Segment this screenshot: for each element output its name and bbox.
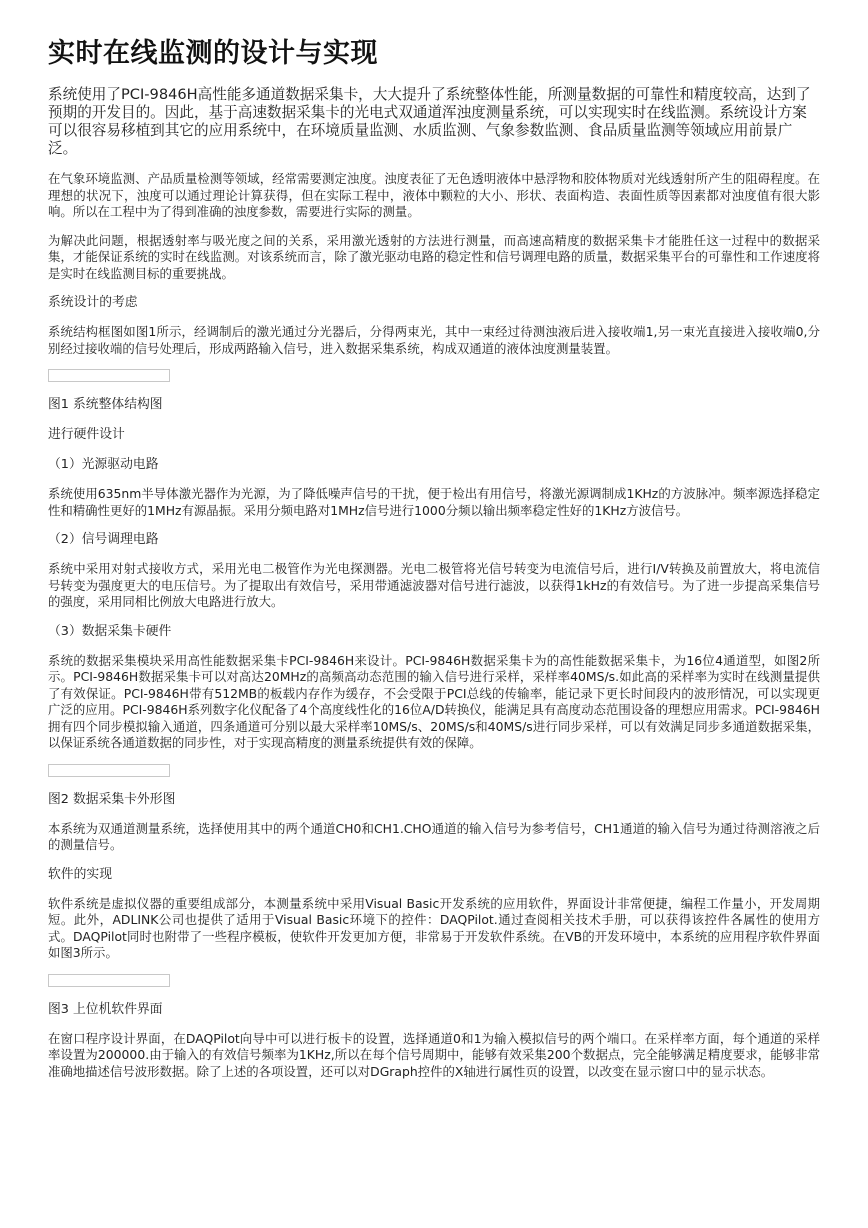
page-title: 实时在线监测的设计与实现 xyxy=(48,38,378,69)
subsection-heading-daq-hardware: （3）数据采集卡硬件 xyxy=(48,623,172,639)
lead-paragraph: 系统使用了PCI-9846H高性能多通道数据采集卡，大大提升了系统整体性能，所测量数据的可靠性和精度较高，达到了预期的开发目的。因此，基于高速数据采集卡的光电式双通道浑浊度测量系统，可以实现实时在线监测。系统设计方案可以很容易移植到其它的应用系统中，在环境质量监测、水质监测、气象参数监测、食品质量监测等领域应用前景广泛。 xyxy=(48,86,811,157)
figure-1-image xyxy=(48,369,170,382)
paragraph-daqpilot-settings: 在窗口程序设计界面，在DAQPilot向导中可以进行板卡的设置，选择通道0和1为输入模拟信号的两个端口。在采样率方面，每个通道的采样率设置为200000.由于输入的有效信号频率为1KHz,所以在每个信号周期中，能够有效采集200个数据点，完全能够满足精度要求，能够非常准确地描述信号波形数据。除了上述的各项设置，还可以对DGraph控件的X轴进行属性页的设置，以改变在显示窗口中的显示状态。 xyxy=(48,1030,820,1079)
paragraph-daq-hardware: 系统的数据采集模块采用高性能数据采集卡PCI-9846H来设计。PCI-9846H数据采集卡为的高性能数据采集卡，为16位4通道型，如图2所示。PCI-9846H数据采集卡可以对高达20MHz的高频高动态范围的输入信号进行采样，采样率40MS/s.如此高的采样率为实时在线测量提供了有效保证。PCI-9846H带有512MB的板载内存作为缓存，不会受限于PCI总线的传输率，能记录下更长时间段内的波形情况，可以实现更广泛的应用。PCI-9846H系列数字化仪配备了4个高度线性化的16位A/D转换仪，能满足具有高度动态范围设备的理想应用需求。PCI-9846H 拥有四个同步模拟输入通道，四条通道可分别以最大采样率10MS/s、20MS/s和40MS/s进行同步采样，可以有效满足同步多通道数据采集，以保证系统各通道数据的同步性，对于实现高精度的测量系统提供有效的保障。 xyxy=(48,652,820,750)
section-heading-design: 系统设计的考虑 xyxy=(48,295,138,310)
figure-1-caption: 图1 系统整体结构图 xyxy=(48,397,163,412)
subsection-heading-light-driver: （1）光源驱动电路 xyxy=(48,457,159,472)
section-heading-hardware: 进行硬件设计 xyxy=(48,427,125,442)
paragraph-software: 软件系统是虚拟仪器的重要组成部分，本测量系统中采用Visual Basic开发系统的应用软件，界面设计非常便捷，编程工作量小，开发周期短。此外，ADLINK公司也提供了适用于Visual Basic环境下的控件：DAQPilot.通过查阅相关技术手册，可以获得该控件各属性的使用方式。DAQPilot同时也附带了一些程序模板，使软件开发更加方便，非常易于开发软件系统。在VB的开发环境中，本系统的应用程序软件界面如图3所示。 xyxy=(48,895,820,960)
paragraph-system-structure: 系统结构框图如图1所示，经调制后的激光通过分光器后，分得两束光，其中一束经过待测浊液后进入接收端1,另一束光直接进入接收端0,分别经过接收端的信号处理后，形成两路输入信号，进入数据采集系统，构成双通道的液体浊度测量装置。 xyxy=(48,324,820,356)
paragraph-dual-channel: 本系统为双通道测量系统，选择使用其中的两个通道CH0和CH1.CHO通道的输入信号为参考信号，CH1通道的输入信号为通过待测溶液之后的测量信号。 xyxy=(48,820,820,852)
figure-3-image xyxy=(48,974,170,987)
figure-2-image xyxy=(48,764,170,777)
paragraph-light-driver: 系统使用635nm半导体激光器作为光源，为了降低噪声信号的干扰，便于检出有用信号，将激光源调制成1KHz的方波脉冲。频率源选择稳定性和精确性更好的1MHz有源晶振。采用分频电路对1MHz信号进行1000分频以输出频率稳定性好的1KHz方波信号。 xyxy=(48,486,820,518)
paragraph-signal-conditioning: 系统中采用对射式接收方式，采用光电二极管作为光电探测器。光电二极管将光信号转变为电流信号后，进行I/V转换及前置放大，将电流信号转变为强度更大的电压信号。为了提取出有效信号，采用带通滤波器对信号进行滤波，以获得1kHz的有效信号。为了进一步提高采集信号的强度，采用同相比例放大电路进行放大。 xyxy=(48,561,820,609)
section-heading-software: 软件的实现 xyxy=(48,866,112,882)
paragraph-turbidity-intro: 在气象环境监测、产品质量检测等领域，经常需要测定浊度。浊度表征了无色透明液体中悬浮物和胶体物质对光线透射所产生的阻碍程度。在理想的状况下，浊度可以通过理论计算获得，但在实际工程中，液体中颗粒的大小、形状、表面构造、表面性质等因素都对浊度值有很大影响。所以在工程中为了得到准确的浊度参数，需要进行实际的测量。 xyxy=(48,171,820,219)
subsection-heading-signal-conditioning: （2）信号调理电路 xyxy=(48,532,159,547)
figure-3-caption: 图3 上位机软件界面 xyxy=(48,1001,163,1017)
figure-2-caption: 图2 数据采集卡外形图 xyxy=(48,791,176,807)
paragraph-problem-solution: 为解决此问题，根据透射率与吸光度之间的关系，采用激光透射的方法进行测量，而高速高精度的数据采集卡才能胜任这一过程中的数据采集，才能保证系统的实时在线监测。对该系统而言，除了激光驱动电路的稳定性和信号调理电路的质量，数据采集平台的可靠性和工作速度将是实时在线监测目标的重要挑战。 xyxy=(48,232,820,281)
